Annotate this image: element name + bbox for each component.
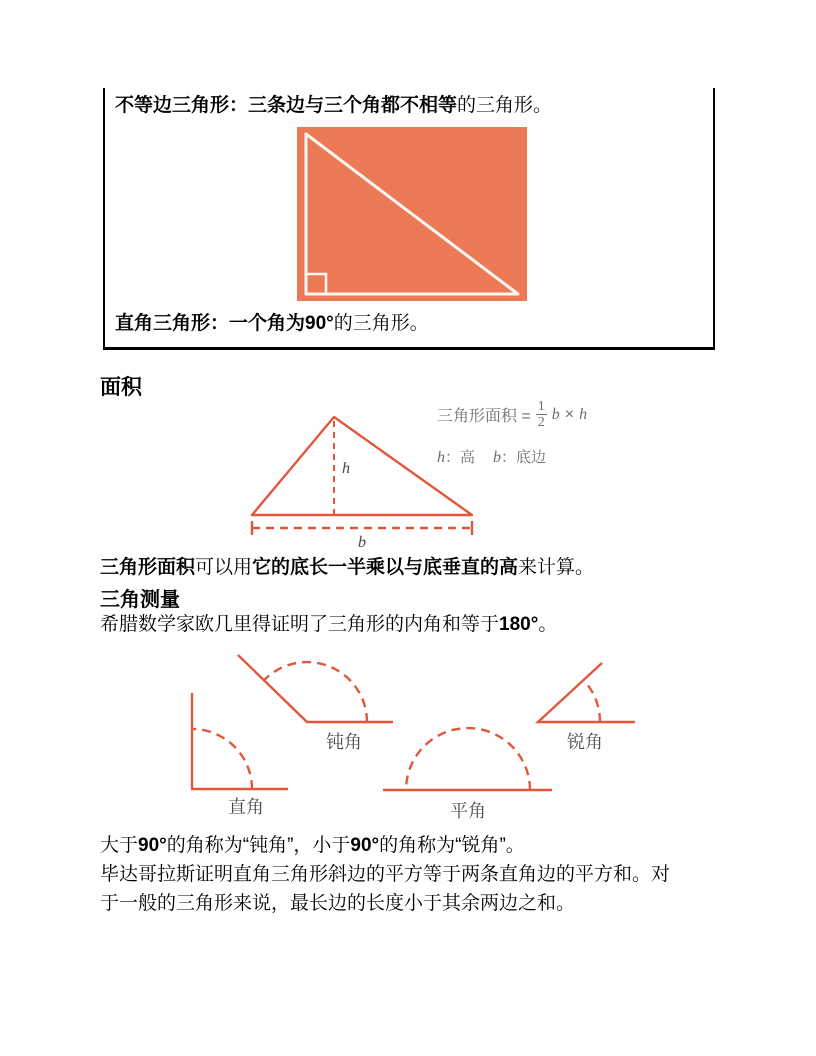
scalene-definition-box	[103, 88, 715, 350]
obtuse-angle-arc	[265, 662, 367, 722]
caption-reg-1: 可以用	[195, 557, 253, 578]
euclid-period: 。	[538, 614, 558, 635]
acute-angle-arc	[584, 681, 600, 723]
angle-naming-n2: 90°	[350, 835, 380, 856]
pythagoras-statement	[100, 860, 670, 918]
caption-reg-2: 来计算。	[518, 557, 595, 578]
right-angle-mark	[306, 274, 326, 294]
legend-h-label: ：高	[445, 449, 476, 466]
obtuse-angle-figure	[238, 655, 393, 752]
acute-angle-figure	[538, 663, 635, 752]
pythagoras-statement-line1: 毕达哥拉斯证明直角三角形斜边的平方等于两条直角边的平方和。对	[100, 864, 671, 885]
formula-times: ×	[564, 405, 575, 423]
legend-b-label: ：底边	[501, 449, 547, 466]
legend-h-symbol: h	[437, 449, 445, 466]
formula-b: b	[551, 405, 560, 423]
euclid-text: 希腊数学家欧几里得证明了三角形的内角和等于	[100, 614, 500, 635]
angle-naming-n1: 90°	[138, 835, 167, 856]
straight-angle-figure	[383, 728, 552, 821]
right-triangle-figure	[297, 127, 527, 301]
angle-naming-statement	[100, 831, 525, 860]
scalene-definition-text	[115, 94, 552, 117]
angle-naming-end: 的角称为“锐角”。	[379, 835, 525, 856]
right-angle-label: 直角	[228, 797, 264, 817]
right-triangle-definition-text	[115, 312, 429, 335]
right-triangle-term-rest: 的三角形。	[333, 313, 429, 334]
area-formula	[437, 399, 587, 431]
euclid-statement	[100, 610, 557, 639]
trigonometry-heading: 三角测量	[100, 589, 180, 611]
base-label: b	[358, 534, 366, 550]
formula-fraction	[536, 399, 547, 431]
angle-types-diagram	[150, 650, 650, 825]
formula-legend	[437, 446, 546, 467]
area-heading: 面积	[100, 376, 142, 399]
fraction-denominator: 2	[537, 415, 545, 431]
straight-angle-label: 平角	[450, 801, 486, 821]
obtuse-angle-rays	[238, 655, 393, 722]
right-angle-rays	[192, 693, 288, 789]
right-triangle-shape	[306, 134, 518, 294]
angle-naming-pre: 大于	[100, 835, 139, 856]
acute-angle-rays	[538, 663, 635, 722]
right-triangle-outline	[297, 127, 527, 301]
obtuse-angle-label: 钝角	[326, 732, 362, 752]
caption-bold-1: 三角形面积	[100, 557, 196, 578]
formula-h: h	[579, 405, 588, 423]
caption-bold-2: 它的底长一半乘以与底垂直的高	[252, 557, 519, 578]
euclid-degrees: 180°	[499, 614, 539, 635]
right-triangle-term-bold: 直角三角形：一个角为90°	[115, 313, 334, 334]
height-label: h	[342, 460, 350, 477]
fraction-numerator: 1	[537, 399, 545, 414]
angle-naming-mid: 的角称为“钝角”，小于	[166, 835, 351, 856]
right-angle-arc	[192, 729, 252, 789]
scalene-term-rest: 的三角形。	[457, 95, 553, 116]
right-angle-figure	[192, 693, 288, 817]
area-caption	[100, 553, 594, 582]
acute-angle-label: 锐角	[567, 732, 603, 752]
legend-b-symbol: b	[493, 449, 502, 466]
scalene-term-bold: 不等边三角形：三条边与三个角都不相等	[115, 95, 458, 116]
formula-lhs: 三角形面积 =	[437, 408, 531, 426]
pythagoras-statement-line2: 于一般的三角形来说，最长边的长度小于其余两边之和。	[100, 893, 576, 914]
straight-angle-arc	[406, 728, 530, 790]
